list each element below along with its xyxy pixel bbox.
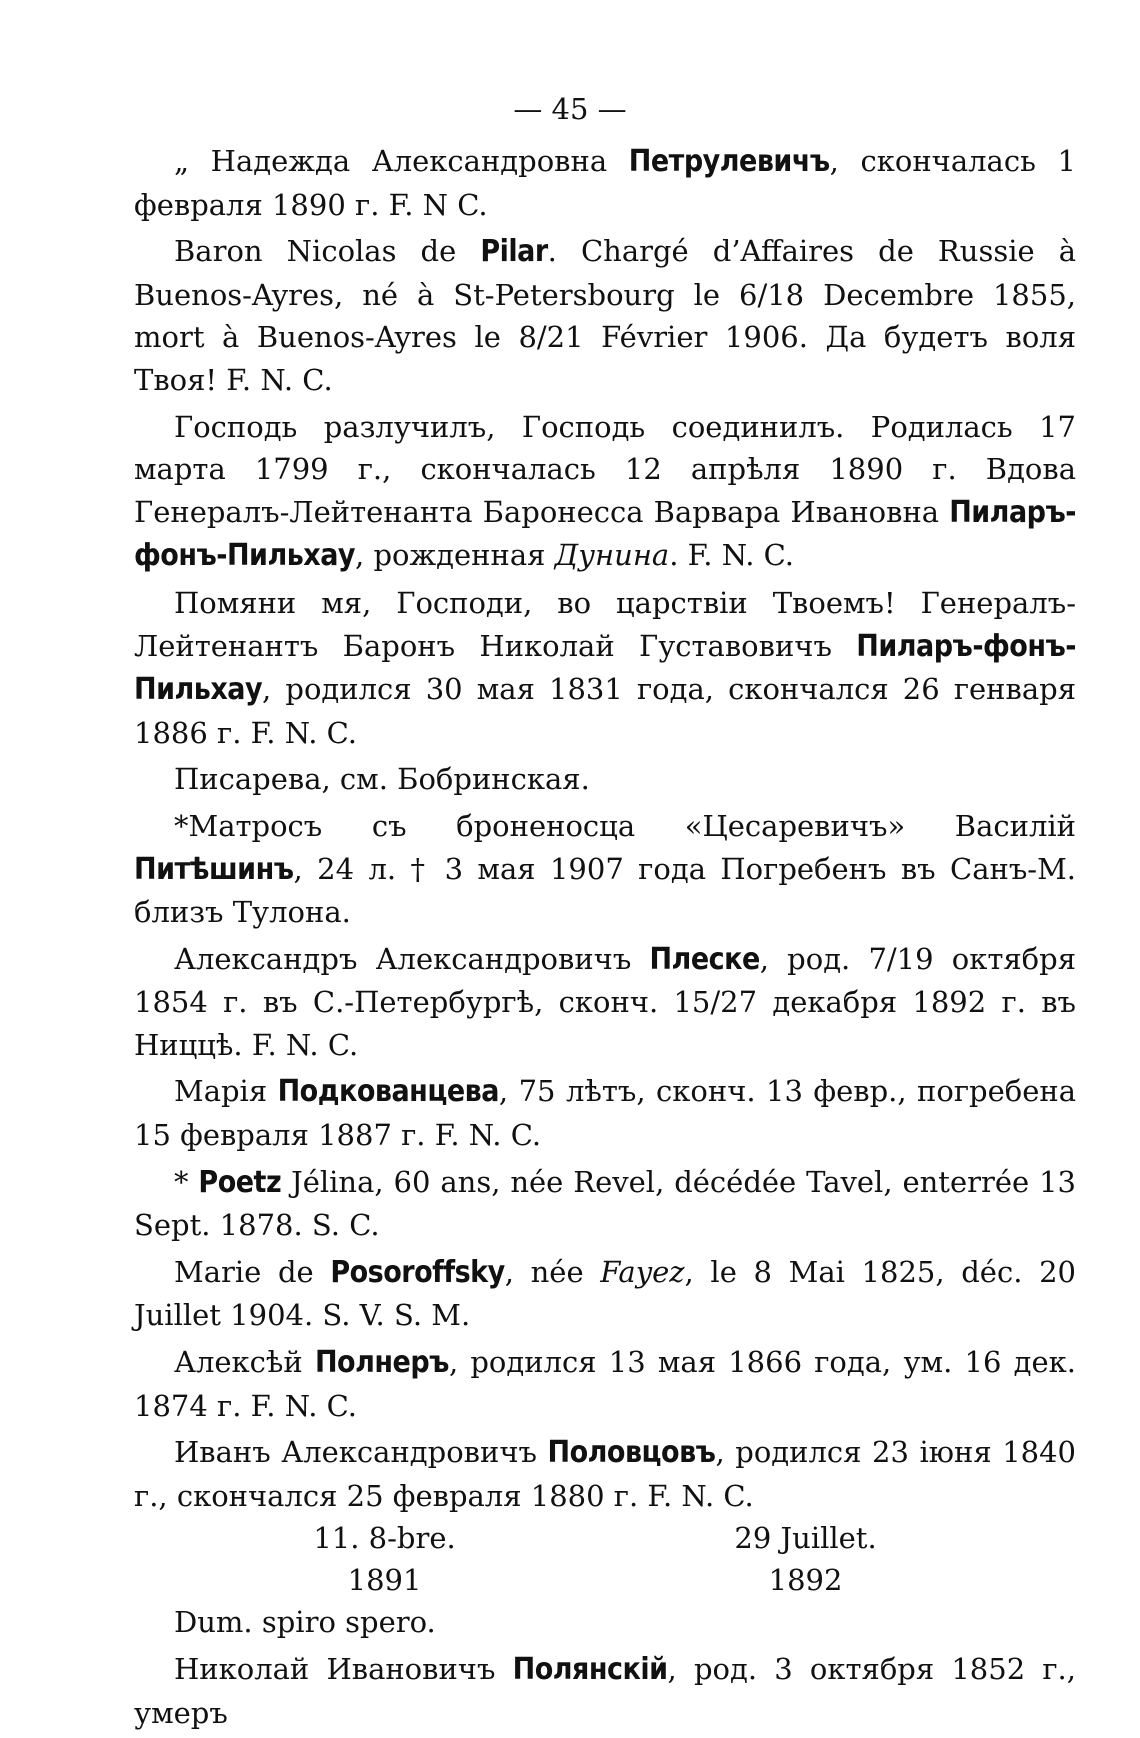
entry-polner <box>134 1341 1076 1427</box>
entry-pilar-fon-pilkhau-varvara <box>134 406 1076 578</box>
entry-text: . F. N. C. <box>669 538 795 573</box>
entry-text: , род. 3 октября 1852 г., умеръ <box>134 1652 1076 1730</box>
entry-text: Baron Nicolas de <box>174 234 481 269</box>
entry-text: „ Надежда Александровна <box>174 144 629 178</box>
entry-pleske <box>134 938 1076 1067</box>
date-left-year: 1891 <box>347 1563 422 1598</box>
entry-polovtsov <box>134 1431 1076 1517</box>
entry-text: , родился 13 мая 1866 года, ум. 16 дек. 1874 г. F. N. C. <box>134 1345 1076 1423</box>
entry-text: Помяни мя, Господи, во царствіи Твоемъ! Генералъ-Лейтенантъ Баронъ Николай Густавовичъ <box>134 585 1076 663</box>
entry-surname: Подкованцева <box>277 1074 499 1110</box>
entry-text: Jélina, 60 ans, née Revel, décédée Tavel, enterrée 13 Sept. 1878. S. C. <box>134 1164 1076 1243</box>
motto-text: Dum. spiro spero. <box>174 1605 436 1640</box>
entry-surname: Pilar <box>480 234 548 270</box>
entry-surname: Пиларъ-фонъ-Пильхау <box>134 628 1076 708</box>
entry-text: Господь разлучилъ, Господь соединилъ. Родилась 17 марта 1799 г., скончалась 12 апрѣля 1890 г. Вдова Генералъ-Лейтенанта Баронесса Варвара Ивановна <box>134 409 1076 529</box>
entry-podkovantseva <box>134 1070 1076 1156</box>
entry-surname: Половцовъ <box>547 1435 716 1471</box>
dates-columns <box>134 1517 1076 1601</box>
page-content <box>134 140 1076 1738</box>
entry-pilar <box>134 230 1076 401</box>
date-left-day: 11. 8-bre. <box>313 1521 456 1556</box>
entry-surname: Пиларъ-фонъ-Пильхау <box>134 494 1076 574</box>
entry-text: , скончалась 1 февраля 1890 г. F. N C. <box>134 144 1076 222</box>
entry-petrulevich <box>134 140 1076 226</box>
entry-piteshin <box>134 805 1076 934</box>
entry-text: Николай Ивановичъ <box>174 1652 513 1686</box>
entry-text: Александръ Александровичъ <box>174 941 650 976</box>
entry-text: , род. 7/19 октября 1854 г. въ С.-Петербургѣ, сконч. 15/27 декабря 1892 г. въ Ниццѣ. F. N. C. <box>134 941 1077 1062</box>
entry-surname: Плеске <box>649 941 760 977</box>
entry-maiden-name: Дунина <box>554 538 670 573</box>
entry-surname: Posoroffsky <box>330 1254 505 1290</box>
entry-surname: Питѣшинъ <box>134 851 294 887</box>
entry-text: . Chargé d’Affaires de Russie à Buenos-Ayres, né à St-Petersbourg le 6/18 Decembre 1855, mort à Buenos-Ayres le 8/21 Février 1906. Да будетъ воля Твоя! F. N. C. <box>134 234 1077 397</box>
entry-surname: Петрулевичъ <box>628 144 830 179</box>
entry-text: Писарева, см. Бобринская. <box>174 762 590 797</box>
date-right <box>734 1517 876 1601</box>
entry-text: Marie de <box>174 1254 331 1289</box>
entry-surname: Полянскій <box>512 1652 668 1687</box>
entry-text: , 75 лѣтъ, сконч. 13 февр., погребена 15 февраля 1887 г. F. N. C. <box>134 1074 1076 1153</box>
entry-text: , 24 л. † 3 мая 1907 года Погребенъ въ Санъ-М. близъ Тулона. <box>134 851 1076 930</box>
page-number: — 45 — <box>513 92 627 126</box>
entry-surname: Полнеръ <box>314 1345 449 1381</box>
entry-polyanskii <box>134 1648 1076 1734</box>
entry-surname: Poetz <box>198 1164 282 1200</box>
entry-text: Алексѣй <box>174 1345 315 1380</box>
entry-pisareva <box>134 758 1076 801</box>
entry-text: Марія <box>174 1074 278 1109</box>
entry-text: , родился 23 іюня 1840 г., скончался 25 февраля 1880 г. F. N. C. <box>134 1435 1076 1513</box>
entry-text: *Матросъ съ броненосца «Цесаревичъ» Василій <box>174 808 1076 843</box>
motto <box>134 1601 1076 1644</box>
entry-poetz <box>134 1161 1076 1247</box>
date-left <box>313 1517 455 1601</box>
entry-text: , le 8 Mai 1825, déc. 20 Juillet 1904. S. V. S. M. <box>134 1254 1076 1333</box>
entry-text: , née <box>504 1254 601 1289</box>
entry-text: * <box>174 1164 199 1199</box>
entry-pilar-fon-pilkhau-nikolai <box>134 582 1076 754</box>
entry-text: , родился 30 мая 1831 года, скончался 26 генваря 1886 г. F. N. C. <box>134 672 1076 750</box>
date-right-day: 29 Juillet. <box>734 1521 877 1556</box>
date-right-year: 1892 <box>768 1563 843 1598</box>
entry-maiden-name: Fayez <box>600 1254 685 1289</box>
entry-posoroffsky <box>134 1251 1076 1337</box>
entry-text: Иванъ Александровичъ <box>174 1435 548 1470</box>
entry-text: , рожденная <box>355 538 555 573</box>
